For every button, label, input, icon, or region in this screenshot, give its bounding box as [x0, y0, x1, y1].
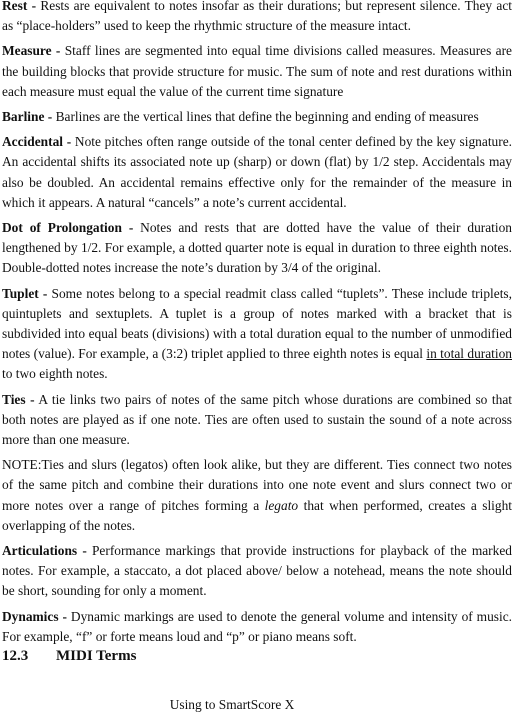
- definition-text: Rests are equivalent to notes insofar as their durations; but represent silence. They act as “place-holders” used to keep the rhythmic structure of the measure intact.: [2, 0, 513, 34]
- term-label: Ties -: [2, 391, 35, 407]
- definition-tuplet: [2, 284, 512, 385]
- definition-dynamics: [2, 607, 512, 647]
- term-label: Barline -: [2, 109, 53, 125]
- definition-text: Notes and rests that are dotted have the value of their duration lengthened by 1/2. For example, a dotted quarter note is equal in duration to three eighth notes. Double-dotted notes increase the note’s duration by 3/4 of the original.: [2, 220, 512, 276]
- term-label: Dot of Prolongation -: [2, 220, 134, 236]
- definition-dot-of-prolongation: [2, 218, 512, 279]
- section-heading: [2, 647, 136, 665]
- section-title: MIDI Terms: [56, 648, 137, 664]
- document-page: [2, 0, 512, 652]
- term-label: Measure -: [2, 43, 61, 59]
- definition-barline: [2, 107, 512, 127]
- term-label: Dynamics -: [2, 608, 67, 624]
- italic-term: legato: [264, 497, 299, 513]
- underlined-phrase: in total duration: [426, 346, 512, 362]
- definition-text: Performance markings that provide instructions for playback of the marked notes. For example, a staccato, a dot placed above/ below a notehead, means the note should be short, sounding for only a moment.: [2, 543, 512, 599]
- definition-text: Barlines are the vertical lines that define the beginning and ending of measures: [52, 109, 479, 125]
- definition-ties: [2, 390, 512, 451]
- note-text: that when performed, creates a slight overlapping of the notes.: [2, 497, 512, 533]
- page-footer: Using to SmartScore X: [169, 697, 295, 712]
- definition-measure: [2, 41, 512, 102]
- definition-text: A tie links two pairs of notes of the same pitch whose durations are combined so that both notes are played as if one note. Ties are often used to sustain the sound of a note across more than one measure.: [2, 391, 512, 448]
- definition-text: Some notes belong to a special readmit class called “tuplets”. These include triplets, quintuplets and sextuplets. A tuplet is a group of notes marked with a bracket that is subdivided into equal beats (divisions) with a total duration equal to the number of unmodified notes (value). For example, a (3:2) triplet applied to three eighth notes is equal: [2, 285, 512, 362]
- note-text: NOTE:Ties and slurs (legatos) often look alike, but they are different. Ties connect two notes of the same pitch and combine their durations into one note event and slurs connect two or more notes over a range of pitches forming a: [2, 457, 512, 513]
- definition-text: to two eighth notes.: [2, 366, 108, 382]
- term-label: Rest -: [2, 0, 37, 13]
- term-label: Accidental -: [2, 134, 72, 150]
- note-ties-slurs: [2, 455, 512, 536]
- definition-articulations: [2, 541, 512, 602]
- section-number: 12.3: [2, 648, 29, 664]
- definition-accidental: [2, 132, 512, 213]
- term-label: Articulations -: [2, 543, 87, 559]
- definition-rest: [2, 0, 512, 36]
- definition-text: Note pitches often range outside of the tonal center defined by the key signature. An accidental shifts its associated note up (sharp) or down (flat) by 1/2 step. Accidentals may also be doubled. An accidental remains effective only for the remainder of the measure in which it appears. A natural “cancels” a note’s current accidental.: [2, 134, 512, 210]
- definition-text: Staff lines are segmented into equal time divisions called measures. Measures are the building blocks that provide structure for music. The sum of note and rest durations within each measure must equal the value of the current time signature: [2, 43, 512, 99]
- definition-text: Dynamic markings are used to denote the general volume and intensity of music. For example, “f” or forte means loud and “p” or piano means soft.: [2, 608, 512, 644]
- term-label: Tuplet -: [2, 285, 48, 301]
